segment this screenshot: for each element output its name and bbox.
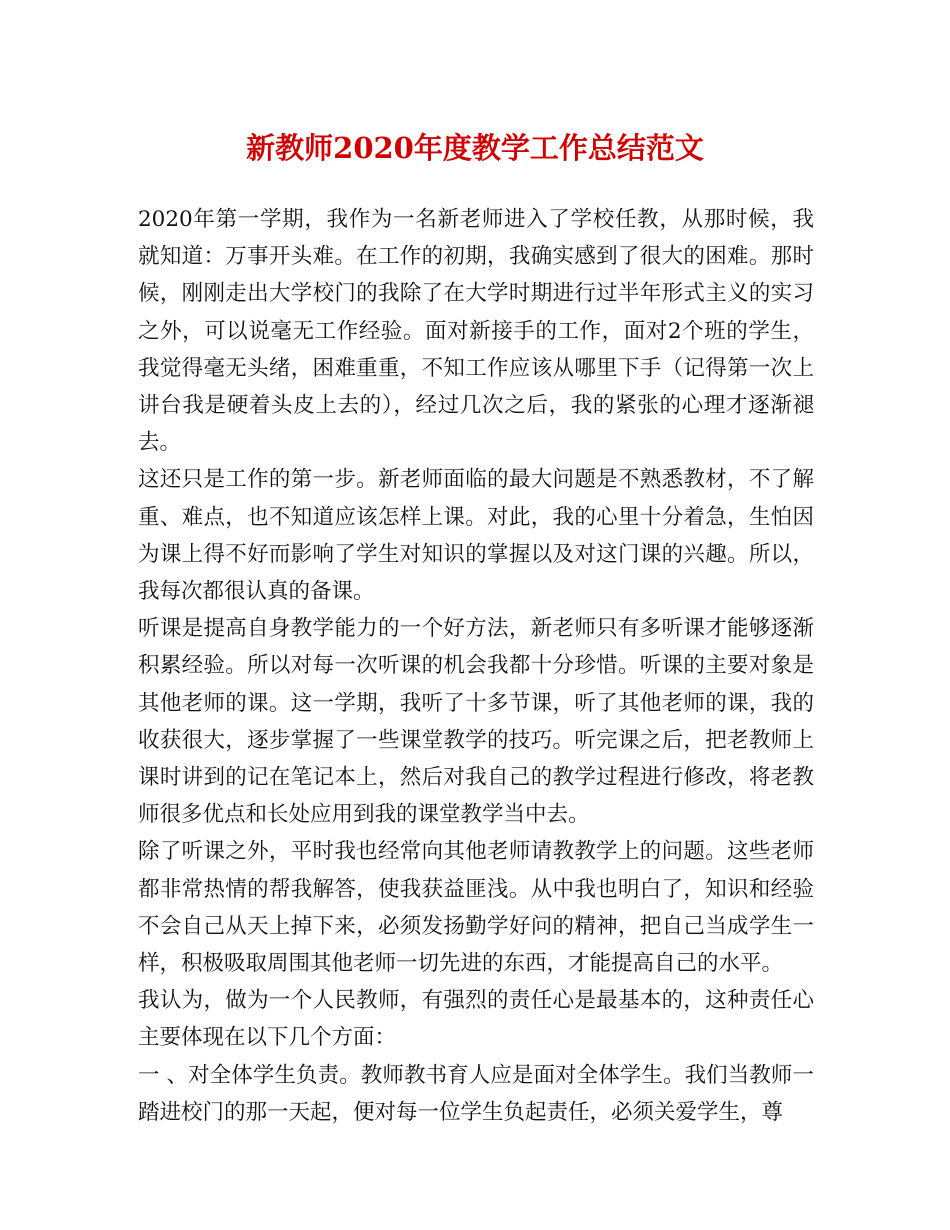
document-body bbox=[138, 201, 814, 1131]
paragraph: 这还只是工作的第一步。新老师面临的最大问题是不熟悉教材，不了解重、难点，也不知道应该怎样上课。对此，我的心里十分着急，生怕因为课上得不好而影响了学生对知识的掌握以及对这门课的兴趣。所以，我每次都很认真的备课。 bbox=[138, 467, 814, 605]
paragraph: 除了听课之外，平时我也经常向其他老师请教教学上的问题。这些老师都非常热情的帮我解答，使我获益匪浅。从中我也明白了，知识和经验不会自己从天上掉下来，必须发扬勤学好问的精神，把自己当成学生一样，积极吸取周围其他老师一切先进的东西，才能提高自己的水平。 bbox=[138, 839, 814, 977]
paragraph: 一 、对全体学生负责。教师教书育人应是面对全体学生。我们当教师一踏进校门的那一天起，便对每一位学生负起责任，必须关爱学生，尊 bbox=[138, 1062, 814, 1125]
paragraph: 2020年第一学期，我作为一名新老师进入了学校任教，从那时候，我就知道：万事开头难。在工作的初期，我确实感到了很大的困难。那时候，刚刚走出大学校门的我除了在大学时期进行过半年形式主义的实习之外，可以说毫无工作经验。面对新接手的工作，面对2个班的学生，我觉得毫无头绪，困难重重，不知工作应该从哪里下手（记得第一次上讲台我是硬着头皮上去的），经过几次之后，我的紧张的心理才逐渐褪去。 bbox=[138, 207, 814, 456]
paragraph: 我认为，做为一个人民教师，有强烈的责任心是最基本的，这种责任心主要体现在以下几个方面： bbox=[138, 988, 814, 1051]
document-title: 新教师2020年度教学工作总结范文 bbox=[246, 131, 704, 165]
paragraph: 听课是提高自身教学能力的一个好方法，新老师只有多听课才能够逐渐积累经验。所以对每一次听课的机会我都十分珍惜。听课的主要对象是其他老师的课。这一学期，我听了十多节课，听了其他老师的课，我的收获很大，逐步掌握了一些课堂教学的技巧。听完课之后，把老教师上课时讲到的记在笔记本上，然后对我自己的教学过程进行修改，将老教师很多优点和长处应用到我的课堂教学当中去。 bbox=[138, 616, 814, 828]
